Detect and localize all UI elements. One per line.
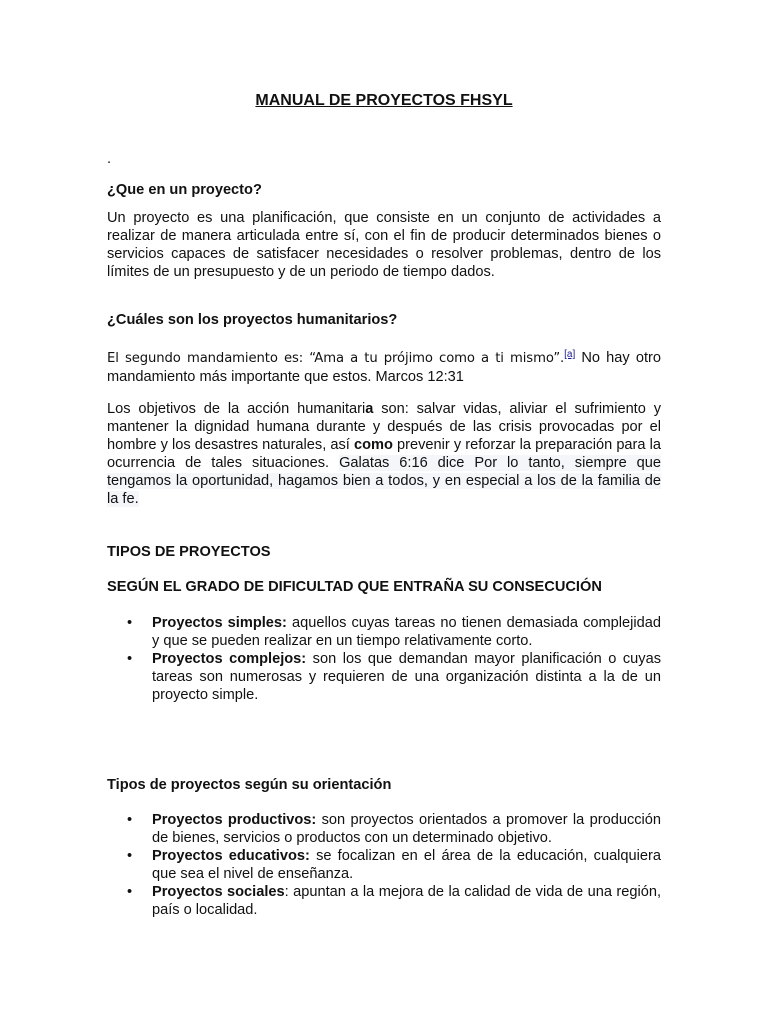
item-label: Proyectos sociales [152,884,285,900]
item-label: Proyectos complejos: [152,651,307,667]
quote-prefix: El segundo mandamiento es: “Ama a tu prójimo como a ti mismo”. [107,351,565,366]
item-text: aquellos cuyas tareas no tienen demasiada complejidad y que se pueden realizar en un tiempo relativamente corto. [152,615,661,649]
objetivos-bold-como: como [353,437,393,453]
footnote-link[interactable]: [a] [564,349,576,360]
item-text: se focalizan en el área de la educación, cualquiera que sea el nivel de enseñanza. [152,848,661,882]
item-text: son los que demandan mayor planificación o cuyas tareas son numerosas y requieren de una organización distinta a la de un proyecto simple. [152,651,661,703]
item-label: Proyectos educativos: [152,848,310,864]
item-text: son proyectos orientados a promover la producción de bienes, servicios o productos con un determinado objetivo. [152,812,662,846]
galatas-quote: Galatas 6:16 dice Por lo tanto, siempre que tengamos la oportunidad, hagamos bien a todos, y en especial a los de la familia de la fe. [107,455,662,507]
heading-orientacion: Tipos de proyectos según su orientación [107,777,392,793]
bullet-icon: • [127,812,133,828]
heading-que-es-proyecto: ¿Que en un proyecto? [107,182,262,198]
list-item [107,614,661,650]
list-dificultad [107,614,661,704]
item-text: : apuntan a la mejora de la calidad de vida de una región, país o localidad. [152,884,662,918]
item-label: Proyectos simples: [152,615,287,631]
objetivos-text-3: prevenir y reforzar la preparación para la ocurrencia de tales situaciones. [107,437,662,471]
list-item [107,650,661,704]
list-item [107,811,661,847]
bullet-icon: • [127,651,133,667]
list-orientacion [107,811,661,919]
stray-dot: . [107,151,112,167]
heading-grado-dificultad: SEGÚN EL GRADO DE DIFICULTAD QUE ENTRAÑA SU CONSECUCIÓN [107,579,602,595]
paragraph-objetivos [107,400,661,508]
paragraph-mandamiento [107,346,661,386]
heading-tipos-proyectos: TIPOS DE PROYECTOS [107,544,271,560]
objetivos-text-2: son: salvar vidas, aliviar el sufrimiento y mantener la dignidad humana durante y después de las crisis provocadas por el hombre y los desastres naturales, así [107,401,661,453]
document-title: MANUAL DE PROYECTOS FHSYL [255,92,513,109]
list-item [107,883,661,919]
bullet-icon: • [127,884,133,900]
paragraph-definicion: Un proyecto es una planificación, que consiste en un conjunto de actividades a realizar de manera articulada entre sí, con el fin de producir determinados bienes o servicios capaces de satisfacer necesidades o resolver problemas, dentro de los límites de un presupuesto y de un periodo de tiempo dados. [107,210,661,280]
bullet-icon: • [127,615,133,631]
list-item [107,847,661,883]
item-label: Proyectos productivos: [152,812,317,828]
bullet-icon: • [127,848,133,864]
heading-proyectos-humanitarios: ¿Cuáles son los proyectos humanitarios? [107,312,398,328]
objetivos-bold-a: a [365,401,374,417]
quote-suffix: No hay otro mandamiento más importante que estos. Marcos 12:31 [107,350,661,385]
objetivos-text-1: Los objetivos de la acción humanitari [107,401,366,417]
